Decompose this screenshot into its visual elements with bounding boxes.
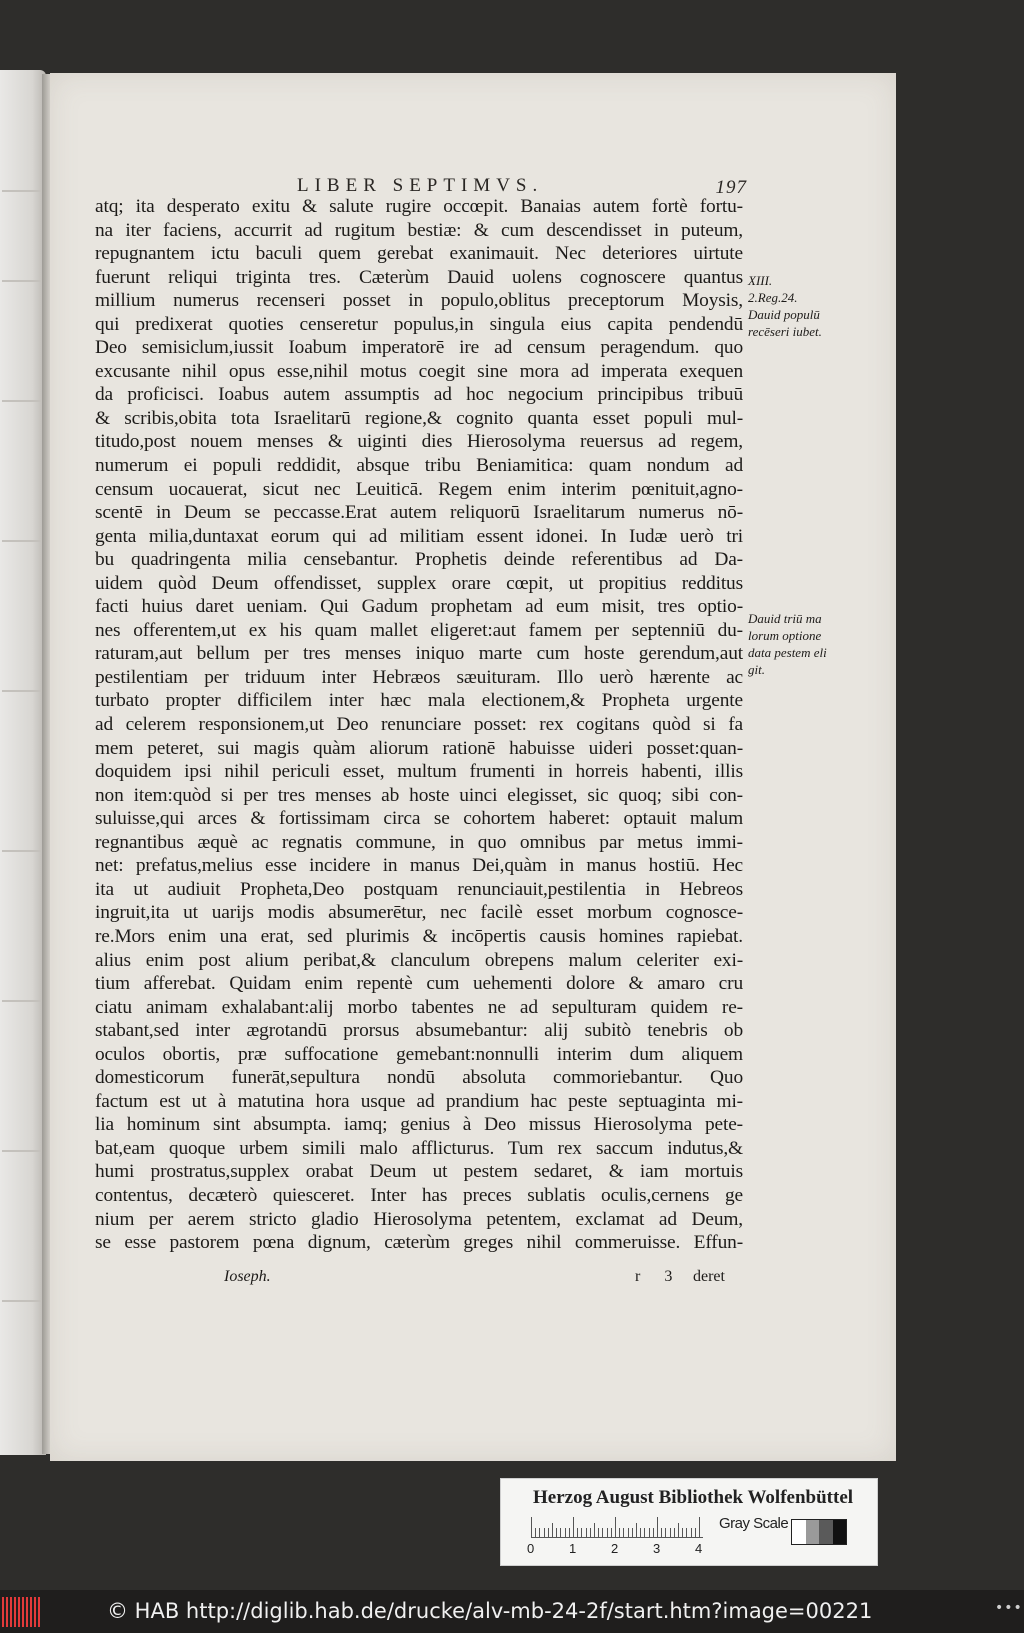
text-line: se esse pastorem pœna dignum, cæterùm greges nihil commeruisse. Effun- <box>95 1232 743 1254</box>
footer-catchword-left: Ioseph. <box>224 1268 271 1285</box>
signature-mark: r 3 <box>635 1268 683 1285</box>
margin-note-census <box>748 272 848 340</box>
text-line: fuerunt reliqui triginta tres. Cæterùm Dauid uolens cognoscere quantus <box>95 266 743 288</box>
ruler-tick <box>590 1528 591 1537</box>
ruler-tick <box>674 1528 675 1537</box>
text-line: ad celerem responsionem,ut Deo renunciare posset: rex cogitans quòd si fa <box>95 714 743 736</box>
text-line: tium afferebat. Quidam enim repentè cum uehementi dolore & amaro cru <box>95 973 743 995</box>
margin-note-line: lorum optione <box>748 628 822 643</box>
previous-page-edge <box>0 70 46 1455</box>
ruler-tick <box>556 1528 557 1537</box>
ruler-tick <box>531 1517 532 1537</box>
margin-note-line: Dauid populū <box>748 307 820 322</box>
margin-note-line: XIII. <box>748 273 773 288</box>
text-line: suluisse,qui arces & fortissimam circa se cohortem haberet: optauit malum <box>95 808 743 830</box>
gray-patch <box>819 1520 833 1544</box>
catchword: deret <box>693 1268 725 1285</box>
text-line: domesticorum funerāt,sepultura nondū absoluta commoriebantur. Quo <box>95 1067 743 1089</box>
text-line: non item:quòd si per tres menses ab hoste uinci elegisset, sic quoq; sibi con- <box>95 784 743 806</box>
running-head-title: LIBER SEPTIMVS. <box>297 175 544 196</box>
ruler-scale <box>531 1517 703 1538</box>
text-line: regnantibus æquè ac regnatis commune, in quo omnibus par metus immi- <box>95 831 743 853</box>
ruler-tick <box>665 1528 666 1537</box>
text-line: ingruit,ita ut uarijs modis absumerētur, nec facilè esset morbum cognosce- <box>95 902 743 924</box>
page-number: 197 <box>715 177 747 198</box>
text-line: turbato propter difficilem inter hæc mala electionem,& Propheta urgente <box>95 690 743 712</box>
ruler-tick <box>535 1528 536 1537</box>
text-line: atq; ita desperato exitu & salute rugire occœpit. Banaias autem fortè fortu- <box>95 196 743 217</box>
more-options-icon[interactable]: ••• <box>995 1600 1023 1616</box>
ruler-tick <box>628 1528 629 1537</box>
gray-patch <box>806 1520 820 1544</box>
text-line: qui predixerat quoties censeretur populus,in singula eius capita pendendū <box>95 313 743 335</box>
ruler-tick <box>602 1528 603 1537</box>
ruler-tick <box>569 1528 570 1537</box>
library-name: Herzog August Bibliothek Wolfenbüttel <box>533 1487 854 1508</box>
margin-note-line: 2.Reg.24. <box>748 290 798 305</box>
text-line: excusante nihil opus esse,nihil motus coegit sine mora ad imperata exequen <box>95 360 743 382</box>
text-line: repugnantem ictu baculi quem gerebat exanimauit. Nec deteriores uirtute <box>95 243 743 265</box>
text-line: titudo,post nouem menses & uiginti dies Hierosolyma reuersus ad regem, <box>95 431 743 453</box>
text-line: lia hominum sint absumpta. iamq; genius à Deo missus Hierosolyma pete- <box>95 1114 743 1136</box>
text-line: net: prefatus,melius esse incidere in manus Dei,quàm in manus hostiū. Hec <box>95 855 743 877</box>
margin-note-plague-choice <box>748 610 848 678</box>
gray-scale-label: Gray Scale <box>719 1515 789 1532</box>
text-line: oculos obortis, præ suffocatione gemebant:nonnulli interim dum aliquem <box>95 1043 743 1065</box>
ruler-number: 1 <box>569 1541 577 1556</box>
text-line: nes offerentem,ut ex his quam mallet eligeret:aut famem per septenniū du- <box>95 619 743 641</box>
text-line: mem peteret, sui magis quàm aliorum rationē habuisse uideri posset:quan- <box>95 737 743 759</box>
text-line: doquidem ipsi nihil periculi esset, multum frumenti in horreis habenti, illis <box>95 761 743 783</box>
text-line: na iter faciens, accurrit ad rugitum bestiæ: & cum descendisset in puteum, <box>95 219 743 241</box>
ruler-tick <box>678 1523 679 1537</box>
ruler-tick <box>623 1528 624 1537</box>
text-line: nium per aerem stricto gladio Hierosolyma petentem, exclamat ad Deum, <box>95 1208 743 1230</box>
ruler-tick <box>619 1528 620 1537</box>
ruler-tick <box>682 1528 683 1537</box>
ruler-tick <box>607 1528 608 1537</box>
margin-note-line: git. <box>748 662 765 677</box>
margin-note-line: Dauid triū ma <box>748 611 822 626</box>
ruler-tick <box>544 1528 545 1537</box>
ruler-tick <box>640 1528 641 1537</box>
text-line: stabant,sed inter ægrotandū prorsus absumebantur: alij subitò tenebris ob <box>95 1020 743 1042</box>
text-line: bu quadringenta milia censebantur. Prophetis deinde referentibus ad Da- <box>95 549 743 571</box>
status-bar <box>0 1590 1024 1633</box>
body-text <box>95 195 743 1255</box>
ruler-tick <box>573 1517 574 1537</box>
book-gutter <box>42 74 50 1454</box>
ruler-tick <box>644 1528 645 1537</box>
text-line: re.Mors enim una erat, sed plurimis & incōpertis causis homines rapiebat. <box>95 925 743 947</box>
text-line: alius enim post alium peribat,& clanculum obrepens malum celeriter exi- <box>95 949 743 971</box>
margin-note-line: recēseri iubet. <box>748 324 822 339</box>
text-line: censum uocauerat, sicut nec Leuiticā. Regem enim interim pœnituit,agno- <box>95 478 743 500</box>
ruler-tick <box>565 1528 566 1537</box>
ruler-number: 4 <box>695 1541 703 1556</box>
ruler-number: 3 <box>653 1541 661 1556</box>
text-line: pestilentiam per triduum inter Hebræos sæuituram. Illo uerò hærente ac <box>95 666 743 688</box>
ruler-tick <box>661 1528 662 1537</box>
ruler-tick <box>548 1528 549 1537</box>
ruler-tick <box>611 1528 612 1537</box>
ruler-number: 0 <box>527 1541 535 1556</box>
ruler-tick <box>594 1523 595 1537</box>
ruler-number: 2 <box>611 1541 619 1556</box>
text-line: genta milia,duntaxat eorum qui ad militiam essent idonei. In Iudæ uerò tri <box>95 525 743 547</box>
ruler-tick <box>691 1528 692 1537</box>
ruler-tick <box>598 1528 599 1537</box>
gray-patch <box>833 1520 847 1544</box>
text-line: ita ut audiuit Propheta,Deo postquam renunciauit,pestilentia in Hebreos <box>95 878 743 900</box>
ruler-tick <box>657 1517 658 1537</box>
text-line: factum est ut à matutina hora usque ad prandium hac peste septuaginta mi- <box>95 1090 743 1112</box>
text-line: scentē in Deum se peccasse.Erat autem reliquorū Israelitarum numerus nō- <box>95 502 743 524</box>
text-line: uidem quòd Deum offendisset, supplex orare cœpit, ut propitius redditus <box>95 572 743 594</box>
text-line: & scribis,obita tota Israelitarū regione,& cognito quanta esset populi mul- <box>95 407 743 429</box>
margin-note-line: data pestem eli <box>748 645 827 660</box>
ruler-tick <box>695 1528 696 1537</box>
text-line: humi prostratus,supplex orabat Deum ut pestem sedaret, & iam mortuis <box>95 1161 743 1183</box>
ruler-tick <box>560 1528 561 1537</box>
text-line: facti huius daret ueniam. Qui Gadum prophetam ad eum misit, tres optio- <box>95 596 743 618</box>
ruler-tick <box>577 1528 578 1537</box>
text-line: da proficisci. Ioabus autem assumptis ad hoc negocium principibus tribuū <box>95 384 743 406</box>
ruler-tick <box>670 1528 671 1537</box>
ruler-tick <box>586 1528 587 1537</box>
text-line: millium numerus recenseri posset in populo,oblitus preceptorum Moysis, <box>95 290 743 312</box>
text-line: contentus, decæterò quiesceret. Inter has preces sublatis oculis,cernens ge <box>95 1184 743 1206</box>
gray-patch <box>792 1520 806 1544</box>
ruler-tick <box>581 1528 582 1537</box>
ruler-tick <box>539 1528 540 1537</box>
text-line: raturam,aut bellum per tres menses iniquo marte cum hoste gerendum,aut <box>95 643 743 665</box>
gray-scale-patches <box>791 1519 847 1545</box>
text-line: numerum ei populi reddidit, absque tribu Beniamitica: quam nondum ad <box>95 455 743 477</box>
ruler-tick <box>686 1528 687 1537</box>
ruler-tick <box>632 1528 633 1537</box>
ruler-tick <box>699 1517 700 1537</box>
ruler-tick <box>615 1517 616 1537</box>
ruler-tick <box>636 1523 637 1537</box>
ruler-tick <box>649 1528 650 1537</box>
hab-logo-icon <box>2 1597 48 1627</box>
text-line: Deo semisiclum,iussit Ioabum imperatorē ire ad censum peragendum. quo <box>95 337 743 359</box>
source-url[interactable]: © HAB http://diglib.hab.de/drucke/alv-mb-24-2f/start.htm?image=00221 <box>107 1599 873 1623</box>
text-line: bat,eam quoque urbem simili malo afflicturus. Tum rex saccum indutus,& <box>95 1137 743 1159</box>
ruler-tick <box>552 1523 553 1537</box>
text-line: ciatu animam exhalabant:alij morbo tabentes ne ad sepulturam quidem re- <box>95 996 743 1018</box>
color-reference-card <box>500 1478 878 1566</box>
ruler-tick <box>653 1528 654 1537</box>
